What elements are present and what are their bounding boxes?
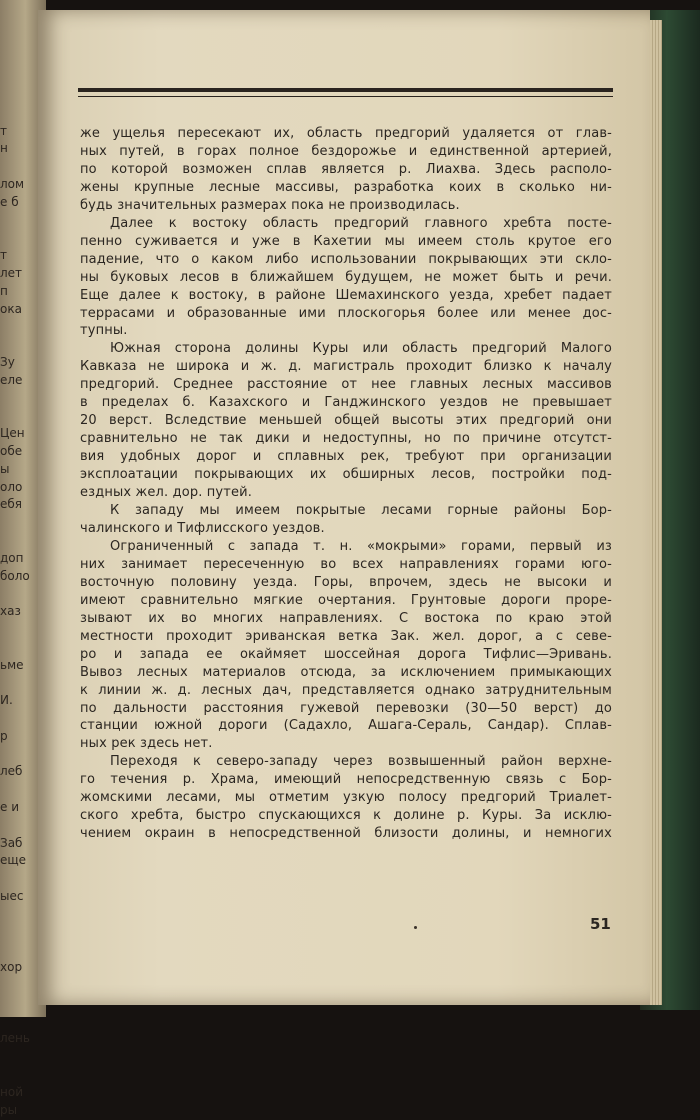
text-line: ны буковых лесов в ближайшем будущем, не может быть и речи.: [80, 269, 612, 285]
text-line: Переходя к северо-западу через возвышенный район верхне-: [110, 754, 612, 770]
left-page-fragment: ы: [0, 461, 10, 476]
text-line: же ущелья пересекают их, область предгорий удаляется от глав-: [80, 126, 612, 141]
text-line: будь значительных размерах пока не производилась.: [80, 197, 460, 213]
left-page-fragment: оло: [0, 479, 23, 494]
text-line: эксплоатации покрывающих их обширных лесов, постройки под-: [80, 467, 612, 483]
text-line: го течения р. Храма, имеющий непосредственную связь с Бор-: [80, 772, 612, 788]
text-line: предгорий. Среднее расстояние от нее главных лесных массивов: [80, 377, 612, 393]
text-line: Южная сторона долины Куры или область предгорий Малого: [110, 341, 612, 357]
text-line: жомскими лесами, мы отметим узкую полосу предгорий Триалет-: [80, 790, 612, 806]
header-rule-thin: [78, 96, 613, 97]
left-page-fragment: ной: [0, 1084, 23, 1099]
text-line: к линии ж. д. лесных дач, представляется однако затруднительным: [80, 682, 612, 698]
text-line: ро и запада ее окаймяет шоссейная дорога Тифлис—Эривань.: [80, 646, 612, 662]
text-line: них занимает пересеченную во всех направлениях горами юго-: [80, 556, 612, 572]
text-line: тупны.: [80, 323, 128, 339]
text-line: Кавказа не широка и ж. д. магистраль проходит близко к началу: [80, 359, 612, 375]
text-line: Далее к востоку область предгорий главного хребта посте-: [110, 215, 612, 231]
left-page-fragment: н: [0, 141, 8, 156]
text-line: Вывоз лесных материалов отсюда, за исключением примыкающих: [80, 664, 612, 680]
left-page-fragment: ьме: [0, 657, 24, 672]
left-page-fragment: леб: [0, 764, 23, 779]
header-rule: [78, 88, 613, 92]
left-page-fragment: ока: [0, 301, 22, 316]
left-page-fragment: хор: [0, 960, 23, 975]
left-page-fragment: ебя: [0, 497, 23, 512]
left-page-fragment: п: [0, 283, 8, 298]
text-line: по дальности расстояния гужевой перевозки (30—50 верст) до: [80, 700, 612, 716]
left-page-fragment: еле: [0, 372, 23, 387]
left-page-fragment: лом: [0, 177, 25, 191]
left-page-fragment: доп: [0, 550, 24, 565]
left-page-fragment: ыес: [0, 889, 24, 903]
text-line: по которой возможен сплав является р. Лиахва. Здесь располо-: [80, 161, 612, 177]
left-page-fragment: И.: [0, 693, 13, 708]
page-edges: [650, 20, 662, 1005]
left-page-fragment: е и: [0, 800, 19, 814]
text-line: зывают их во многих направлениях. С востока по краю этой: [80, 610, 612, 626]
left-page-fragment: т: [0, 248, 7, 263]
text-line: восточную половину уезда. Горы, впрочем, здесь не высоки и: [80, 574, 612, 590]
left-page-fragment: еще: [0, 853, 27, 868]
text-line: чением окраин в непосредственной близости долины, и немногих: [80, 826, 612, 842]
text-line: сравнительно не так дики и недоступны, но по причине отсутст-: [80, 431, 612, 447]
text-line: 20 верст. Вследствие меньшей общей высоты этих предгорий они: [80, 413, 612, 429]
text-line: имеют сравнительно мягкие очертания. Грунтовые дороги проре-: [80, 592, 612, 608]
text-line: террасами и образованные ими плоскогорья более или менее дос-: [80, 305, 612, 321]
text-line: станции южной дороги (Садахло, Ашага-Сераль, Сандар). Сплав-: [80, 718, 612, 734]
page-number: 51: [590, 915, 611, 933]
text-line: ных путей, в горах полное бездорожье и единственной артерией,: [80, 143, 612, 159]
text-line: ского хребта, быстро спускающихся к долине р. Куры. За исклю-: [80, 808, 612, 824]
text-line: Еще далее к востоку, в районе Шемахинского уезда, хребет падает: [80, 287, 612, 303]
text-line: в пределах б. Казахского и Ганджинского уездов не превышает: [80, 395, 612, 411]
right-page: [38, 10, 650, 1005]
left-page-fragment: ры: [0, 1102, 18, 1117]
text-line: ездных жел. дор. путей.: [80, 485, 253, 501]
text-line: местности проходит эриванская ветка Зак. жел. дорог, а с севе-: [80, 628, 612, 644]
print-speck: [414, 926, 417, 929]
left-page-fragment: хаз: [0, 604, 21, 619]
text-line: Ограниченный с запада т. н. «мокрыми» горами, первый из: [110, 538, 612, 554]
text-line: жены крупные лесные массивы, разработка коих в сколько ни-: [80, 179, 612, 195]
left-page-fragment: лет: [0, 266, 23, 280]
text-line: К западу мы имеем покрытые лесами горные районы Бор-: [110, 503, 612, 519]
left-page-fragment: е б: [0, 194, 19, 209]
body-text: [80, 125, 612, 905]
text-line: ных рек здесь нет.: [80, 736, 213, 752]
text-line: падение, что о каком либо использовании покрывающих эти скло-: [80, 251, 612, 267]
left-page-fragment: т: [0, 123, 7, 138]
left-page-fragment: боло: [0, 568, 30, 583]
left-page-fragment: лень: [0, 1031, 30, 1046]
left-page-fragment: Зу: [0, 355, 15, 369]
text-line: пенно суживается и уже в Кахетии мы имеем столь крутое его: [80, 233, 612, 249]
left-page-fragment: р: [0, 728, 8, 743]
left-page-fragment: Цен: [0, 426, 25, 441]
text-line: вия удобных дорог и сплавных рек, требуют при организации: [80, 449, 612, 465]
text-line: чалинского и Тифлисского уездов.: [80, 520, 325, 536]
left-page-fragment: обе: [0, 444, 23, 458]
left-page-fragment: Заб: [0, 835, 23, 850]
